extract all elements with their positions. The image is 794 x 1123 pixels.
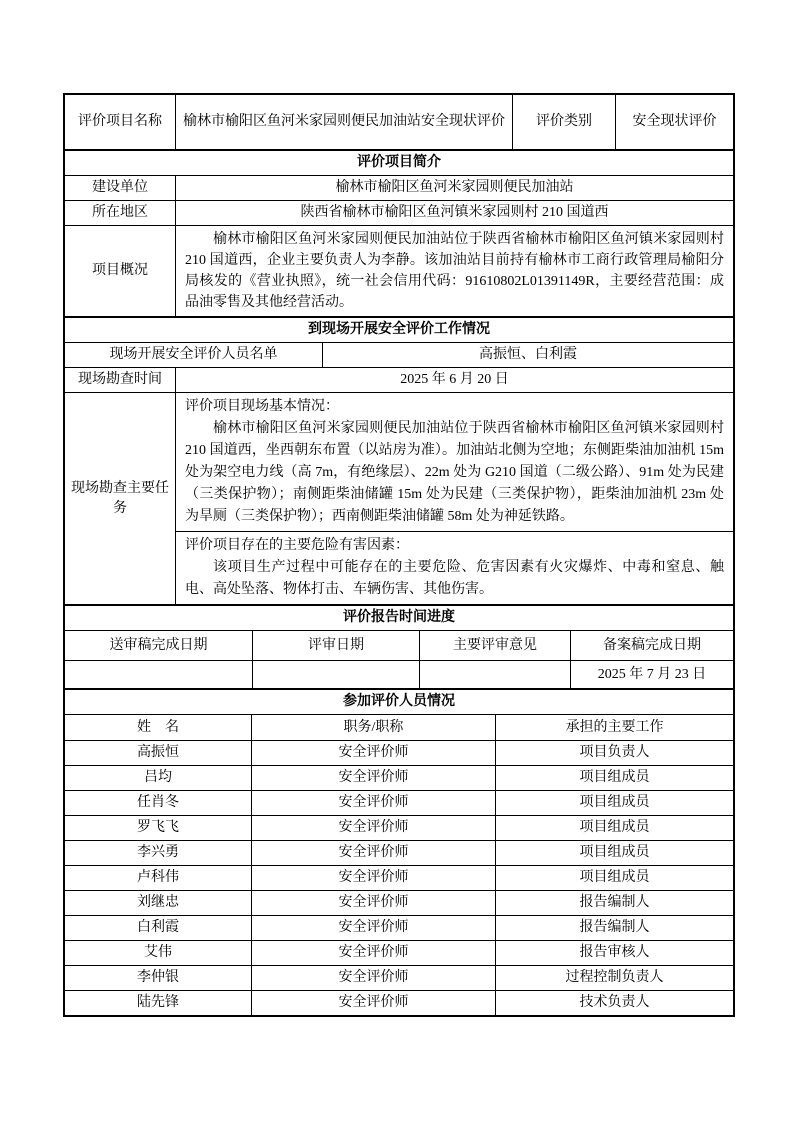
construction-unit-label: 建设单位 (65, 176, 176, 200)
staff-row-4 (65, 816, 733, 841)
survey-tasks-row (65, 393, 733, 604)
staff-name: 陆先锋 (65, 991, 252, 1015)
section-schedule-header (65, 604, 733, 631)
location-row (65, 201, 733, 226)
staff-role: 报告审核人 (579, 945, 650, 960)
section-staff-header (65, 688, 733, 715)
staff-row-9 (65, 941, 733, 966)
staff-table-header-row (65, 715, 733, 741)
location-label: 所在地区 (65, 201, 176, 225)
staff-position: 安全评价师 (252, 966, 496, 990)
staff-name: 任肖冬 (65, 791, 252, 815)
staff-header-name: 姓 名 (65, 715, 252, 740)
staff-role: 项目组成员 (579, 870, 650, 885)
schedule-value-review-opinion (420, 661, 571, 688)
site-conditions-title: 评价项目现场基本情况： (185, 399, 339, 414)
survey-date-row (65, 368, 733, 393)
staff-position: 安全评价师 (252, 841, 496, 865)
staff-role: 报告编制人 (579, 920, 650, 935)
staff-position: 安全评价师 (252, 766, 496, 790)
staff-role: 技术负责人 (579, 995, 650, 1010)
survey-tasks-site-conditions (176, 393, 733, 532)
staff-role: 项目负责人 (579, 745, 650, 760)
schedule-value-record-date: 2025 年 7 月 23 日 (597, 666, 707, 682)
staff-role: 过程控制负责人 (565, 970, 664, 985)
staff-position: 安全评价师 (252, 916, 496, 940)
staff-header-role: 承担的主要工作 (565, 719, 664, 735)
project-overview-row (65, 226, 733, 316)
evaluation-type-label: 评价类别 (513, 95, 616, 149)
evaluation-type-value: 安全现状评价 (632, 114, 717, 129)
schedule-header-draft-date: 送审稿完成日期 (65, 631, 253, 660)
site-conditions-body: 榆林市榆阳区鱼河米家园则便民加油站位于陕西省榆林市榆阳区鱼河镇米家园则村 210 国道西，坐西朝东布置（以站房为准）。加油站北侧为空地；东侧距柴油加油机 15m 处为架空电力线（高 7m，有绝缘层）、22m 处为 G210 国道（二级公路）、91m 处为民建（三类保护物）；南侧距柴油储罐 15m 处为民建（三类保护物），距柴油加油机 23m 处为旱厕（三类保护物）；西南侧距柴油储罐 58m 处为神延铁路。 (185, 421, 724, 524)
schedule-header-row (65, 631, 733, 661)
staff-row-1 (65, 741, 733, 766)
staff-name: 卢科伟 (65, 866, 252, 890)
survey-date-value: 2025 年 6 月 20 日 (400, 372, 509, 387)
schedule-header-review-date: 评审日期 (253, 631, 420, 660)
staff-row-10 (65, 966, 733, 991)
staff-role: 项目组成员 (579, 820, 650, 835)
staff-role: 项目组成员 (579, 795, 650, 810)
staff-name: 高振恒 (65, 741, 252, 765)
staff-header-position: 职务/职称 (252, 715, 496, 740)
staff-position: 安全评价师 (252, 941, 496, 965)
survey-tasks-label: 现场勘查主要任务 (65, 393, 176, 604)
staff-name: 白利霞 (65, 916, 252, 940)
construction-unit-value: 榆林市榆阳区鱼河米家园则便民加油站 (335, 180, 574, 195)
staff-role: 项目组成员 (579, 770, 650, 785)
section-staff-title: 参加评价人员情况 (343, 694, 455, 709)
hazards-body: 该项目生产过程中可能存在的主要危险、危害因素有火灾爆炸、中毒和窒息、触电、高处坠落、物体打击、车辆伤害、其他伤害。 (185, 560, 724, 597)
staff-role: 项目组成员 (579, 845, 650, 860)
section-schedule-title: 评价报告时间进度 (343, 610, 455, 625)
schedule-header-record-date: 备案稿完成日期 (603, 637, 701, 653)
staff-role: 报告编制人 (579, 895, 650, 910)
section-site-header (65, 316, 733, 343)
project-name-value: 榆林市榆阳区鱼河米家园则便民加油站安全现状评价 (176, 95, 513, 149)
site-staff-list-value: 高振恒、白利霞 (479, 347, 577, 362)
staff-position: 安全评价师 (252, 816, 496, 840)
staff-name: 李仲银 (65, 966, 252, 990)
schedule-value-draft-date (65, 661, 253, 688)
staff-name: 罗飞飞 (65, 816, 252, 840)
schedule-value-review-date (253, 661, 420, 688)
project-overview-label: 项目概况 (65, 226, 176, 316)
staff-row-3 (65, 791, 733, 816)
staff-name: 艾伟 (65, 941, 252, 965)
location-value: 陕西省榆林市榆阳区鱼河镇米家园则村 210 国道西 (300, 205, 609, 220)
project-overview-paragraph: 榆林市榆阳区鱼河米家园则便民加油站位于陕西省榆林市榆阳区鱼河镇米家园则村 210 国道西，企业主要负责人为李静。该加油站目前持有榆林市工商行政管理局榆阳分局核发的《营业执照》，统一社会信用代码：91610802L01391149R，主要经营范围：成品油零售及其他经营活动。 (185, 232, 724, 310)
staff-row-11 (65, 991, 733, 1015)
staff-position: 安全评价师 (252, 791, 496, 815)
staff-position: 安全评价师 (252, 891, 496, 915)
staff-row-6 (65, 866, 733, 891)
section-site-title: 到现场开展安全评价工作情况 (308, 322, 490, 337)
staff-name: 刘继忠 (65, 891, 252, 915)
survey-tasks-content (176, 393, 733, 604)
staff-row-5 (65, 841, 733, 866)
site-staff-list-label: 现场开展安全评价人员名单 (65, 343, 323, 367)
construction-unit-row (65, 176, 733, 201)
project-name-label: 评价项目名称 (65, 95, 176, 149)
staff-row-7 (65, 891, 733, 916)
project-overview-value (176, 226, 733, 316)
survey-date-label: 现场勘查时间 (65, 368, 176, 392)
safety-evaluation-report-table (63, 93, 735, 1017)
survey-tasks-hazards (176, 532, 733, 604)
staff-row-2 (65, 766, 733, 791)
hazards-title: 评价项目存在的主要危险有害因素： (185, 538, 409, 553)
schedule-header-review-opinion: 主要评审意见 (420, 631, 571, 660)
section-intro-title: 评价项目简介 (357, 155, 441, 170)
staff-position: 安全评价师 (252, 866, 496, 890)
schedule-value-row (65, 661, 733, 688)
section-intro-header (65, 149, 733, 176)
site-staff-list-row (65, 343, 733, 368)
staff-position: 安全评价师 (252, 991, 496, 1015)
staff-name: 李兴勇 (65, 841, 252, 865)
staff-position: 安全评价师 (252, 741, 496, 765)
staff-name: 吕均 (65, 766, 252, 790)
project-name-row (65, 95, 733, 149)
staff-row-8 (65, 916, 733, 941)
